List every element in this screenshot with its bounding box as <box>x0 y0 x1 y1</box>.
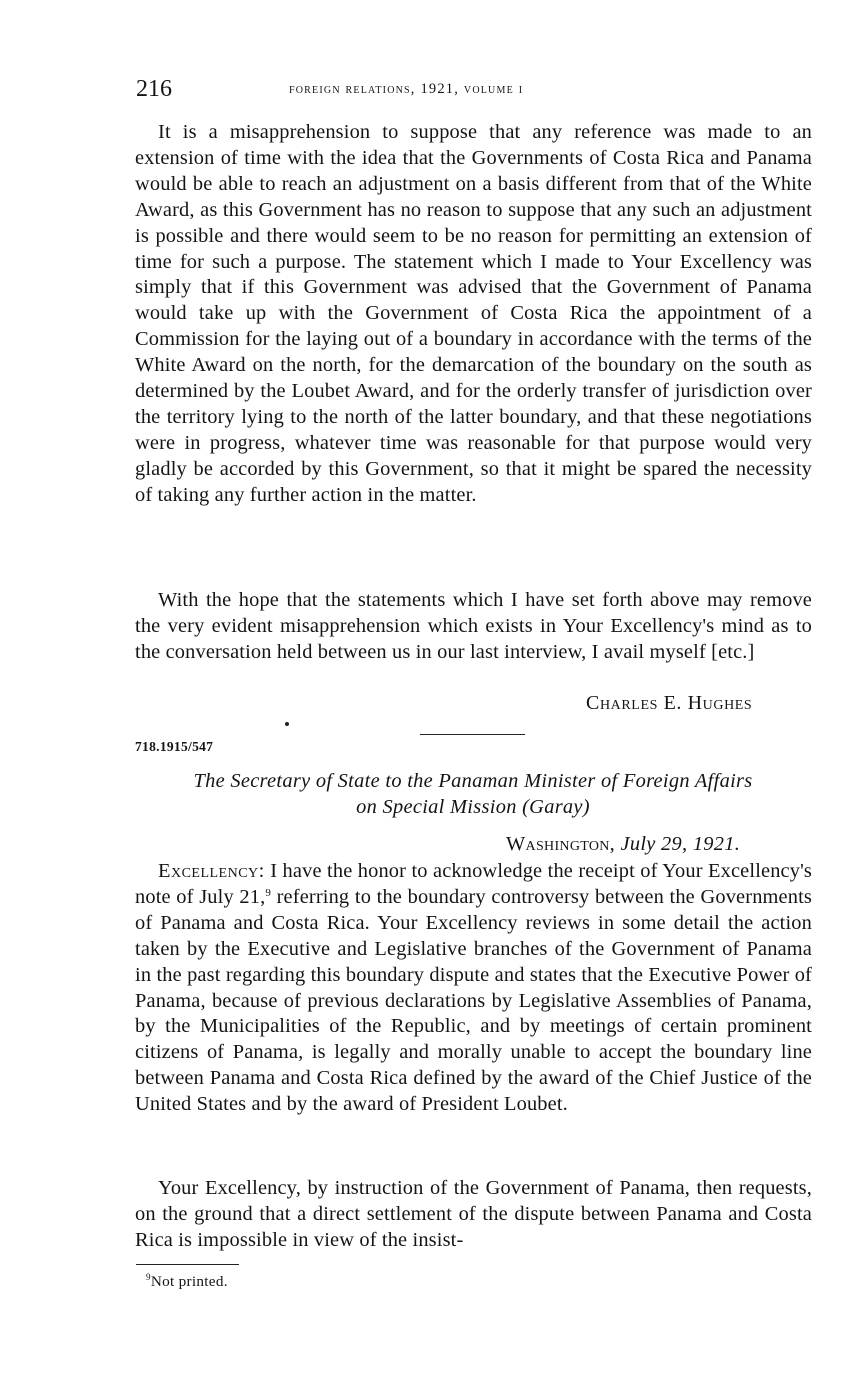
document-title <box>133 768 813 820</box>
footnote-marker: 9 <box>146 1272 151 1282</box>
letter-paragraph-1-part-b: referring to the boundary controversy between the Governments of Panama and Costa Rica. Your Excellency reviews in some detail the action taken by the Executive and Legislative branches of the Government of Panama in the past regarding this boundary dispute and states that the Executive Power of Panama, because of previous declarations by Legislative Assemblies of Panama, by the Municipalities of the Republic, and by meetings of certain prominent citizens of Panama, is legally and morally unable to accept the boundary line between Panama and Costa Rica defined by the award of the Chief Justice of the United States and by the award of President Loubet. <box>135 885 812 1116</box>
dateline <box>506 831 740 857</box>
file-number: 718.1915/547 <box>135 739 214 754</box>
letter-paragraph-1 <box>135 859 812 1118</box>
document-title-line-2: on Special Mission (Garay) <box>356 796 590 818</box>
dateline-date: July 29, 1921. <box>620 833 741 855</box>
stray-mark <box>285 722 289 726</box>
section-divider <box>420 734 525 735</box>
footnote-text: Not printed. <box>150 1273 228 1290</box>
footnote-rule <box>136 1264 239 1265</box>
footnote-reference: 9 <box>265 886 271 899</box>
body-paragraph-2: With the hope that the statements which I have set forth above may remove the very evident misapprehension which exists in Your Excellency's mind as to the conversation held between us in our last interview, I avail myself [etc.] <box>135 589 812 663</box>
letter-paragraph-1-part-a: I have the honor to acknowledge the receipt of Your Excellency's note of July 21, <box>135 860 813 908</box>
page-header <box>136 74 812 104</box>
footnote <box>146 1271 228 1293</box>
running-head: foreign relations, 1921, volume i <box>289 81 524 97</box>
page-number: 216 <box>136 76 172 102</box>
signature: Charles E. Hughes <box>586 692 753 714</box>
document-title-line-1: The Secretary of State to the Panaman Minister of Foreign Affairs <box>193 770 753 792</box>
salutation: Excellency: <box>158 860 265 882</box>
body-paragraph-1: It is a misapprehension to suppose that any reference was made to an extension of time with the idea that the Governments of Costa Rica and Panama would be able to reach an adjustment on a basis different from that of the White Award, as this Government has no reason to suppose that any such an adjustment is possible and there would seem to be no reason for permitting an extension of time for such a purpose. The statement which I made to Your Excellency was simply that if this Government was advised that the Government of Panama would take up with the Government of Costa Rica the appointment of a Commission for the laying out of a boundary in accordance with the terms of the White Award on the north, for the demarcation of the boundary on the south as determined by the Loubet Award, and for the orderly transfer of jurisdiction over the territory lying to the north of the latter boundary, and that these negotiations were in progress, whatever time was reasonable for that purpose would very gladly be accorded by this Government, so that it might be spared the necessity of taking any further action in the matter. <box>135 121 812 506</box>
letter-paragraph-2: Your Excellency, by instruction of the Government of Panama, then requests, on the ground that a direct settlement of the dispute between Panama and Costa Rica is impossible in view of the insist- <box>135 1177 812 1251</box>
dateline-place: Washington, <box>506 833 616 855</box>
